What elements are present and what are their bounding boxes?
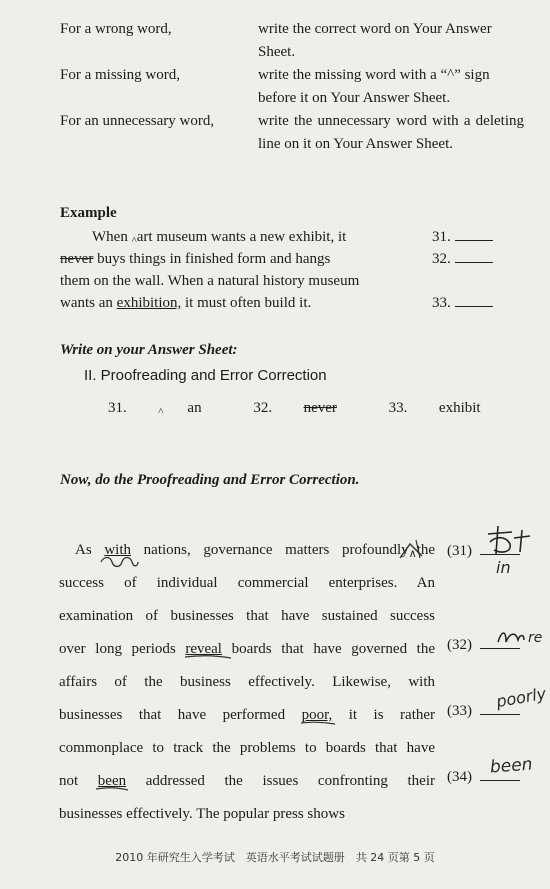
answer-blank — [455, 248, 493, 263]
handwritten-underline — [95, 786, 129, 792]
passage-text: boards that have governed the — [231, 641, 436, 657]
example-text: wants an — [60, 295, 113, 311]
passage-text: the — [416, 542, 436, 558]
handwritten-scribble — [482, 524, 540, 558]
passage-text: addressed the issues confronting their — [145, 773, 436, 789]
example-text: buys things in finished form and hangs — [97, 251, 331, 267]
example-line-3: them on the wall. When a natural history museum — [60, 273, 360, 289]
mark-number: (32) — [447, 637, 472, 653]
rule-key: For a missing word, — [60, 67, 180, 83]
struck-word: never — [60, 251, 94, 267]
mark-number: (33) — [447, 703, 472, 719]
passage-line: businesses effectively. The popular press shows — [59, 806, 345, 822]
answer-31 — [108, 400, 226, 416]
underlined-word: poor, — [301, 707, 333, 723]
number-label: 33. — [388, 400, 408, 416]
mark-number: (31) — [447, 543, 472, 559]
handwritten-caret-mark — [398, 536, 424, 562]
handwritten-answer-34: been — [489, 754, 534, 778]
answer-32 — [253, 400, 361, 416]
passage-line — [59, 765, 435, 798]
rule-value: write the missing word with a “^” sign before it on Your Answer Sheet. — [258, 67, 490, 106]
scribble-mark — [98, 555, 140, 569]
example-line-4 — [60, 292, 311, 314]
example-text: it must often build it. — [184, 295, 312, 311]
passage-line: commonplace to track the problems to boards that have — [59, 740, 435, 756]
example-number-31 — [432, 226, 493, 248]
caret-mark: ∧ — [408, 548, 417, 560]
rule-value: write the correct word on Your Answer Sheet. — [258, 21, 492, 60]
passage-line: affairs of the business effectively. Likewise, with — [59, 674, 435, 690]
handwritten-answer-31: in — [496, 558, 511, 577]
caret-mark: ^ — [158, 406, 164, 418]
example-number-33 — [432, 292, 493, 314]
passage-text: nations, governance matters profoundly — [143, 542, 409, 558]
page-footer: 2010 年研究生入学考试 英语水平考试试题册 共 24 页第 5 页 — [115, 851, 435, 864]
underlined-word: exhibition, — [116, 295, 182, 311]
answer-section-title: II. Proofreading and Error Correction — [84, 367, 327, 384]
passage-text: over long periods — [59, 641, 176, 657]
now-heading: Now, do the Proofreading and Error Correction. — [60, 472, 360, 488]
mark-number: (34) — [447, 769, 472, 785]
rule-value: write the unnecessary word with a deleting line on it on Your Answer Sheet. — [258, 113, 524, 152]
answer-text: exhibit — [438, 400, 481, 416]
example-line-1 — [92, 226, 346, 249]
passage-text: it is rather — [348, 707, 436, 723]
handwritten-underline — [300, 720, 336, 726]
number-label: 32. — [253, 400, 273, 416]
passage-line — [59, 633, 435, 666]
example-title: Example — [60, 205, 117, 221]
handwritten-scribble — [496, 628, 526, 646]
answer-blank — [455, 226, 493, 241]
passage-text: businesses that have performed — [59, 707, 286, 723]
handwritten-answer-32: re — [528, 630, 543, 646]
write-heading: Write on your Answer Sheet: — [60, 342, 238, 358]
example-text: art museum wants a new exhibit, it — [136, 229, 347, 245]
rule-key: For an unnecessary word, — [60, 113, 215, 129]
rule-key: For a wrong word, — [60, 21, 172, 37]
answer-text: an — [187, 400, 202, 416]
underlined-word: reveal — [185, 641, 222, 657]
number-label: 31. — [432, 229, 451, 245]
underlined-word: with — [104, 542, 131, 558]
handwritten-answer-33: poorly — [494, 683, 548, 712]
handwritten-underline — [184, 654, 232, 660]
number-label: 32. — [432, 251, 451, 267]
answer-sample-line — [108, 400, 529, 417]
example-line-2 — [60, 248, 330, 270]
underlined-word: been — [97, 773, 127, 789]
answer-blank — [455, 292, 493, 307]
number-label: 33. — [432, 295, 451, 311]
caret-mark: ^ — [131, 235, 137, 247]
struck-word: never — [303, 400, 337, 416]
passage-line: success of individual commercial enterprises. An — [59, 575, 435, 591]
passage-text: not — [59, 773, 79, 789]
number-label: 31. — [108, 400, 127, 416]
passage-line: examination of businesses that have sustained success — [59, 608, 435, 624]
passage-text: As — [75, 542, 92, 558]
answer-33 — [389, 400, 505, 416]
example-number-32 — [432, 248, 493, 270]
passage-line — [59, 699, 435, 732]
example-text: When — [92, 229, 128, 245]
